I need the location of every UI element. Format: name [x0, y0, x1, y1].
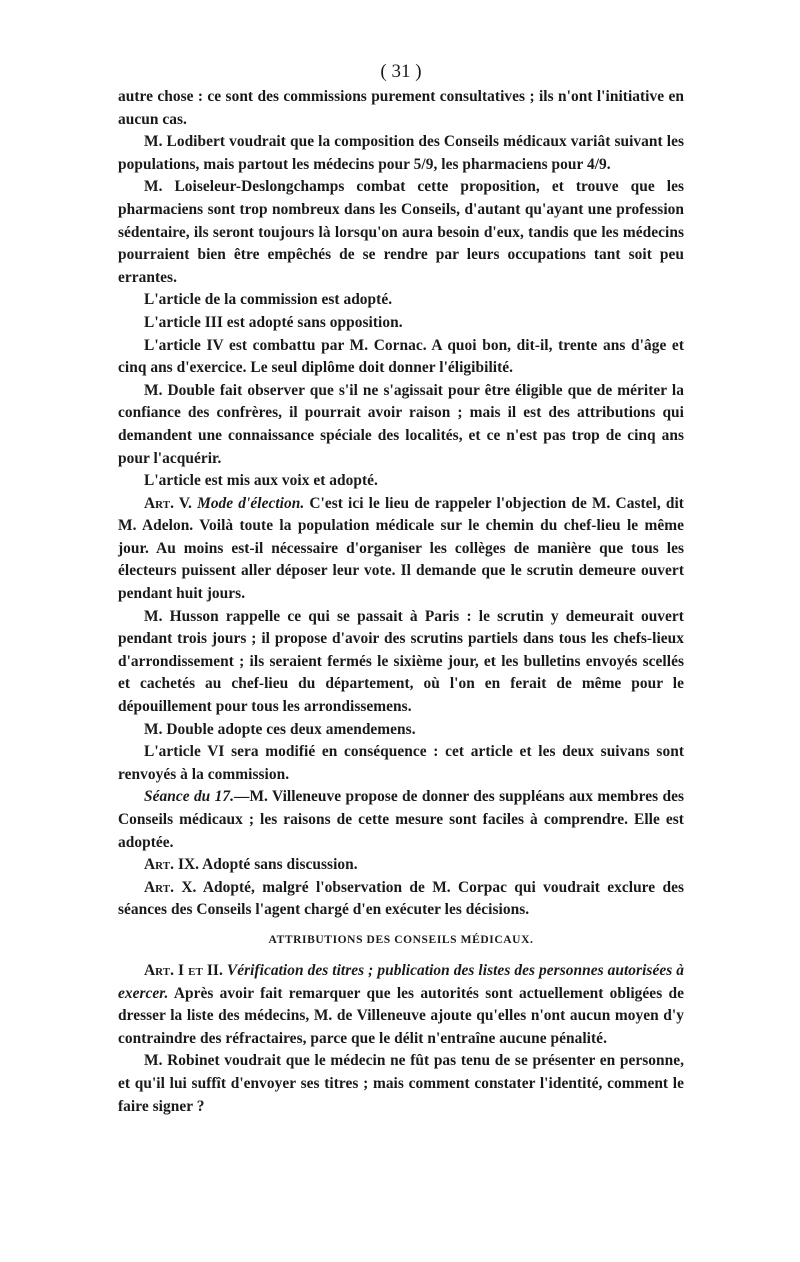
- paragraph-p11: [118, 719, 684, 742]
- text-segment: L'article de la commission est adopté.: [144, 291, 393, 309]
- paragraph-p10: [118, 606, 684, 719]
- text-segment: Séance du 17.: [144, 788, 235, 806]
- text-segment: Art. I et II.: [144, 961, 223, 979]
- text-segment: Vérification des titres ; publication des listes des personnes autorisées à exercer.: [118, 961, 684, 1002]
- text-segment: L'article est mis aux voix et adopté.: [144, 472, 378, 490]
- text-segment: C'est ici le lieu de rappeler l'objection de M. Castel, dit M. Adelon. Voilà toute la population médicale sur le chemin du chef-lieu le même jour. Au moins est-il nécessaire d'organiser les collèges de manière que tous les électeurs puissent aller déposer leur vote. Il demande que le scrutin demeure ouvert pendant huit jours.: [118, 494, 684, 603]
- paragraph-p15: [118, 877, 684, 922]
- text-segment: Mode d'élection.: [197, 494, 305, 512]
- paragraph-p4: [118, 289, 684, 312]
- text-segment: M. Double fait observer que s'il ne s'agissait pour être éligible que de mériter la confiance des confrères, il pourrait avoir raison ; mais il est des attributions qui demandent une connaissance spéciale des localités, et ce n'est pas trop de cinq ans pour l'acquérir.: [118, 381, 684, 467]
- paragraph-p13: [118, 786, 684, 854]
- text-segment: L'article VI sera modifié en conséquence : cet article et les deux suivans sont renvoyés à la commission.: [118, 743, 684, 783]
- text-segment: M. Loiseleur-Deslongchamps combat cette proposition, et trouve que les pharmaciens sont trop nombreux dans les Conseils, d'autant qu'ayant une profession sédentaire, ils seront toujours là lorsqu'on aura besoin d'eux, tandis que les médecins pourraient bien être empêchés de se rendre par leurs occupations tant soit peu errantes.: [118, 178, 684, 286]
- text-segment: L'article IV est combattu par M. Cornac. A quoi bon, dit-il, trente ans d'âge et cinq ans d'exercice. Le seul diplôme doit donner l'éligibilité.: [118, 336, 684, 377]
- paragraph-p2: [118, 131, 684, 176]
- paragraph-p5: [118, 312, 684, 335]
- text-segment: Art. V.: [144, 494, 192, 512]
- text-segment: autre chose : ce sont des commissions purement consultatives ; ils n'ont l'initiative en aucun cas.: [118, 88, 684, 128]
- text-segment: Après avoir fait remarquer que les autorités sont actuellement obligées de dresser la liste des médecins, M. de Villeneuve ajoute qu'elles n'ont aucun moyen d'y contraindre des réfractaires, parce que le délit n'entraîne aucune pénalité.: [118, 984, 684, 1047]
- paragraph-p7: [118, 380, 684, 470]
- text-segment: M. Robinet voudrait que le médecin ne fût pas tenu de se présenter en personne, et qu'il lui suffît d'envoyer ses titres ; mais comment constater l'identité, comment le faire signer ?: [118, 1052, 684, 1115]
- text-segment: Art. X.: [144, 878, 197, 896]
- paragraph-p6: [118, 335, 684, 380]
- text-segment: Art. IX.: [144, 856, 200, 874]
- text-segment: M. Husson rappelle ce qui se passait à Paris : le scrutin y demeurait ouvert pendant trois jours ; il propose d'avoir des scrutins partiels dans tous les chefs-lieux d'arrondissement ; ils seraient fermés le sixième jour, et les bulletins envoyés scellés et cachetés au chef-lieu du département, où l'on en ferait de même pour le dépouillement pour tous les arrondissemens.: [118, 607, 684, 716]
- text-segment: L'article III est adopté sans opposition.: [144, 313, 403, 331]
- paragraph-p16: [118, 960, 684, 1050]
- text-segment: Adopté sans discussion.: [199, 856, 358, 874]
- text-segment: M. Lodibert voudrait que la composition des Conseils médicaux variât suivant les populations, mais partout les médecins pour 5/9, les pharmaciens pour 4/9.: [118, 133, 684, 173]
- paragraph-p9: [118, 493, 684, 606]
- text-segment: Adopté, malgré l'observation de M. Corpac qui voudrait exclure des séances des Conseils l'agent chargé d'en exécuter les décisions.: [118, 878, 684, 919]
- paragraph-p14: [118, 854, 684, 877]
- paragraph-p12: [118, 741, 684, 786]
- text-body-upper: [118, 86, 684, 922]
- text-segment: M. Double adopte ces deux amendemens.: [144, 720, 416, 738]
- text-body-lower: [118, 960, 684, 1118]
- paragraph-p17: [118, 1050, 684, 1118]
- book-page: [118, 60, 684, 1118]
- text-segment: —M. Villeneuve propose de donner des suppléans aux membres des Conseils médicaux ; les raisons de cette mesure sont faciles à comprendre. Elle est adoptée.: [118, 788, 684, 851]
- paragraph-p1: [118, 86, 684, 131]
- section-heading: ATTRIBUTIONS DES CONSEILS MÉDICAUX.: [268, 933, 534, 946]
- paragraph-p3: [118, 176, 684, 289]
- paragraph-p8: [118, 470, 684, 493]
- page-number: ( 31 ): [380, 61, 422, 82]
